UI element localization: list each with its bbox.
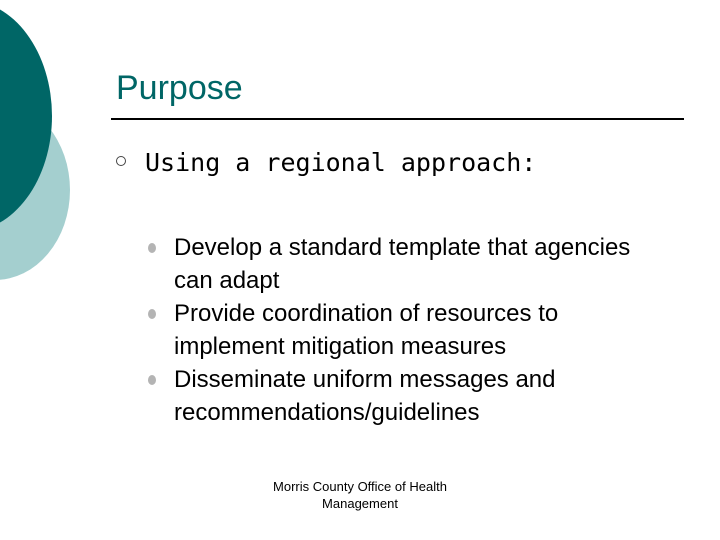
main-bullet-text: Using a regional approach: — [145, 148, 537, 177]
slide-title: Purpose — [116, 69, 243, 107]
filled-dot-icon — [148, 309, 156, 319]
sub-bullet-text: Disseminate uniform messages and recommendations/guidelines — [174, 366, 556, 426]
sub-bullet-item — [148, 297, 648, 363]
filled-dot-icon — [148, 375, 156, 385]
sub-bullet-text: Provide coordination of resources to implement mitigation measures — [174, 300, 559, 360]
hollow-circle-icon — [116, 156, 126, 166]
slide-footer: Morris County Office of Health Management — [273, 479, 447, 511]
sub-bullet-item — [148, 231, 648, 297]
sub-bullet-list — [148, 231, 648, 429]
filled-dot-icon — [148, 243, 156, 253]
sub-bullet-item — [148, 363, 648, 429]
title-divider — [111, 118, 684, 120]
sub-bullet-text: Develop a standard template that agencies can adapt — [174, 234, 631, 294]
